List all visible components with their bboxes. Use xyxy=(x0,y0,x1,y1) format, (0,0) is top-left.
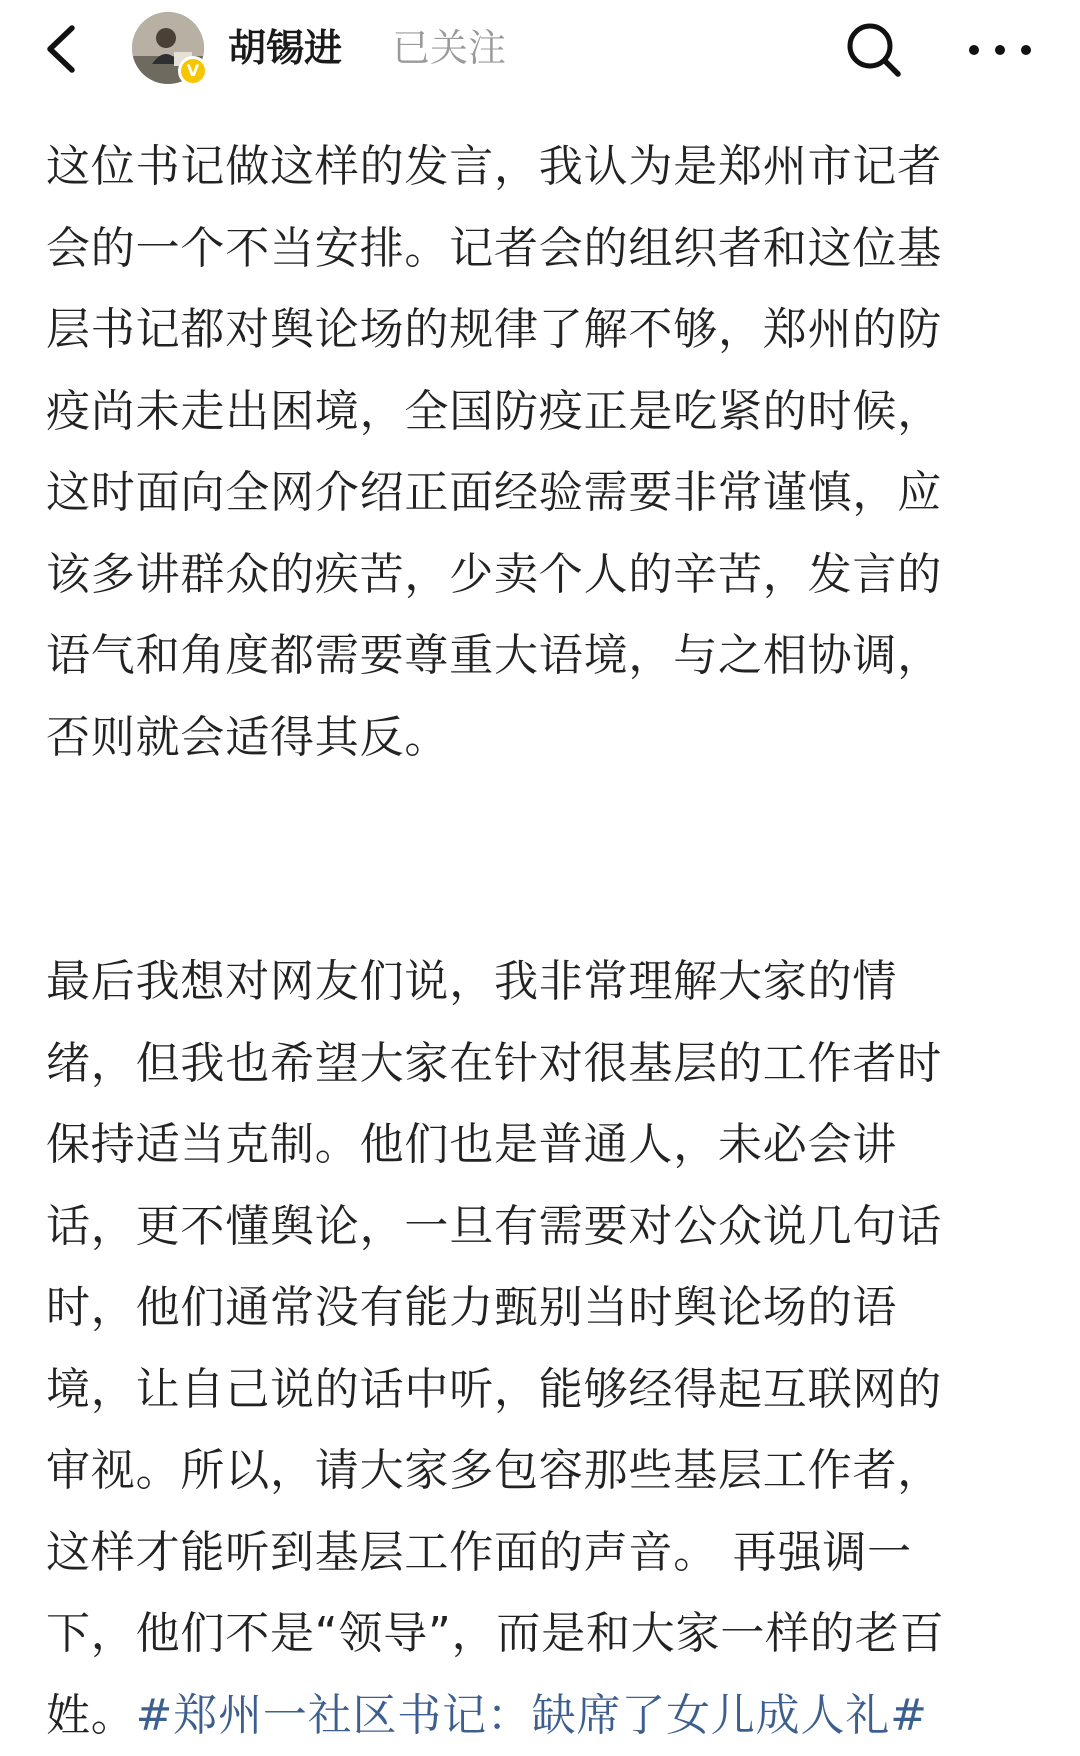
search-button[interactable] xyxy=(840,16,908,84)
back-button[interactable] xyxy=(34,14,104,84)
username[interactable]: 胡锡进 xyxy=(228,26,343,70)
hashtag-link[interactable]: #郑州一社区书记：缺席了女儿成人礼# xyxy=(135,1689,928,1741)
post-body xyxy=(46,126,1046,1756)
more-button[interactable] xyxy=(960,22,1040,78)
top-bar xyxy=(0,0,1080,100)
search-icon xyxy=(840,16,908,84)
more-horizontal-icon xyxy=(960,22,1040,78)
avatar[interactable] xyxy=(132,12,204,84)
verified-badge-icon: V xyxy=(178,56,208,86)
post-paragraph-1: 这位书记做这样的发言，我认为是郑州市记者 会的一个不当安排。记者会的组织者和这位基 层书记都对舆论场的规律了解不够，郑州的防 疫尚未走出困境，全国防疫正是吃紧的时候， 这时面向全网介绍正面经验需要非常谨慎，应 该多讲群众的疾苦，少卖个人的辛苦，发言的 语气和角度都需要尊重大语境，与之相协调， 否则就会适得其反。 xyxy=(46,141,942,763)
chevron-left-icon xyxy=(34,14,104,84)
post-paragraph-2 xyxy=(46,941,1046,1756)
paragraph-spacer xyxy=(46,778,1046,941)
follow-status-button[interactable]: 已关注 xyxy=(392,26,507,70)
post-paragraph-2-text: 最后我想对网友们说，我非常理解大家的情 绪，但我也希望大家在针对很基层的工作者时 保持适当克制。他们也是普通人，未必会讲 话，更不懂舆论，一旦有需要对公众说几句话 时，他们通常没有能力甄别当时舆论场的语 境，让自己说的话中听，能够经得起互联网的 审视。所以，请大家多包容那些基层工作者， 这样才能听到基层工作面的声音。 再强调一 下，他们不是“领导”，而是和大家一样的老百 姓。 xyxy=(46,956,945,1741)
